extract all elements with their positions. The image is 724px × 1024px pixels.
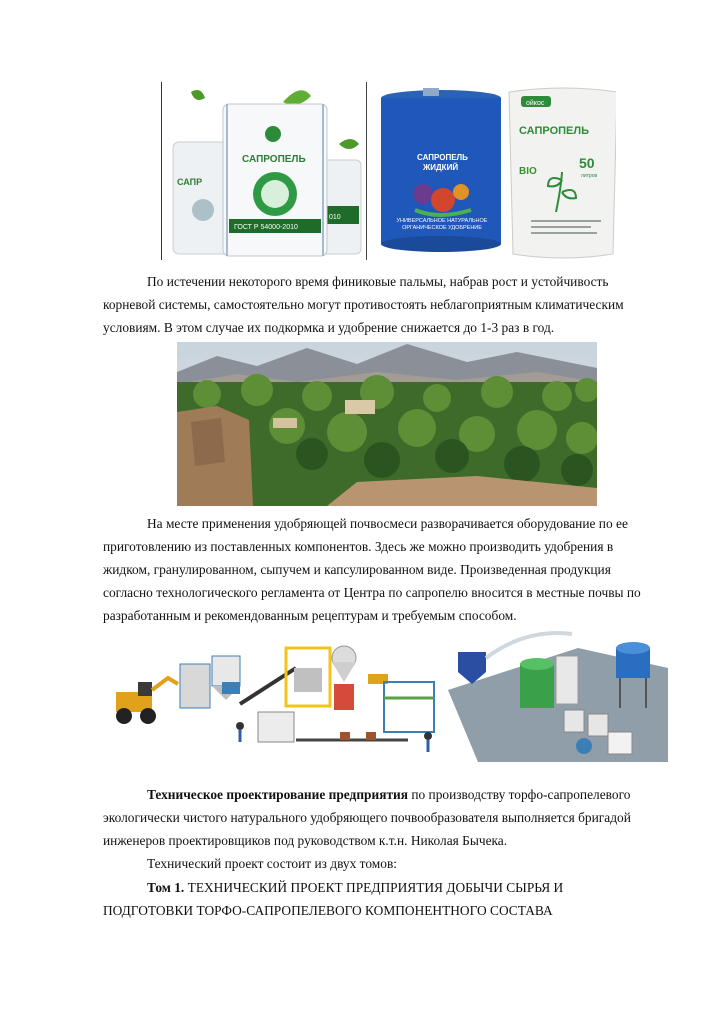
- technical-design-text: по производству торфо-сапропелевого экологически чистого натурального удобряющего почвообразователя выполняется бригадой инженеров проектировщиков под руководством к.т.н. Николая Бычека.: [103, 787, 631, 848]
- project-volumes-text: Технический проект состоит из двух томов:: [147, 856, 397, 871]
- technical-design-heading: Техническое проектирование предприятия: [147, 787, 408, 802]
- production-equipment-image: [108, 628, 668, 762]
- paragraph-date-palms-text: По истечении некоторого время финиковые пальмы, набрав рост и устойчивость корневой системы, самостоятельно могут противостоять неблагоприятным климатическим условиям. В этом случае их подкормка и удобрение снижается до 1-3 раз в год.: [103, 274, 624, 335]
- paragraph-technical-design: [103, 783, 643, 852]
- date-palm-oasis-photo: [177, 342, 597, 506]
- canister-label-1: САПРОПЕЛЬ: [417, 153, 468, 162]
- bigbag-side-label: САПР: [177, 177, 203, 187]
- oasis-illustration: [177, 342, 597, 506]
- bigbag-side-number: 010: [329, 214, 341, 221]
- sapropel-products-illustration: [161, 82, 616, 260]
- sack-bio: BIO: [519, 166, 537, 177]
- paragraph-volume-1: [103, 876, 643, 922]
- volume-1-title: ТЕХНИЧЕСКИЙ ПРОЕКТ ПРЕДПРИЯТИЯ ДОБЫЧИ СЫРЬЯ И ПОДГОТОВКИ ТОРФО-САПРОПЕЛЕВОГО КОМПОНЕНТНОГО СОСТАВА: [103, 880, 564, 918]
- equipment-illustration: [108, 628, 668, 762]
- sack-volume: 50: [579, 155, 595, 171]
- volume-1-label: Том 1.: [147, 880, 185, 895]
- bigbag-label: САПРОПЕЛЬ: [242, 154, 306, 165]
- bigbag-gost: ГОСТ Р 54000-2010: [234, 224, 298, 231]
- paragraph-equipment: [103, 512, 643, 627]
- canister-footer: УНИВЕРСАЛЬНОЕ НАТУРАЛЬНОЕ ОРГАНИЧЕСКОЕ УДОБРЕНИЕ: [396, 218, 488, 231]
- canister-label-2: ЖИДКИЙ: [423, 163, 459, 172]
- sack-brand: ойкос: [526, 100, 545, 107]
- sack-label: САПРОПЕЛЬ: [519, 125, 589, 137]
- sack-volume-unit: литров: [581, 173, 598, 179]
- paragraph-project-volumes: [103, 852, 643, 875]
- paragraph-equipment-text: На месте применения удобряющей почвосмеси разворачивается оборудование по ее приготовлению из поставленных компонентов. Здесь же можно производить удобрения в жидком, гранулированном, сыпучем и капсулированном виде. Произведенная продукция согласно технологического регламента от Центра по сапропелю вносится в местные почвы по разработанным и рекомендованным рецептурам и требуемым способом.: [103, 516, 641, 623]
- paragraph-date-palms: [103, 270, 643, 339]
- sapropel-products-image: [161, 82, 616, 260]
